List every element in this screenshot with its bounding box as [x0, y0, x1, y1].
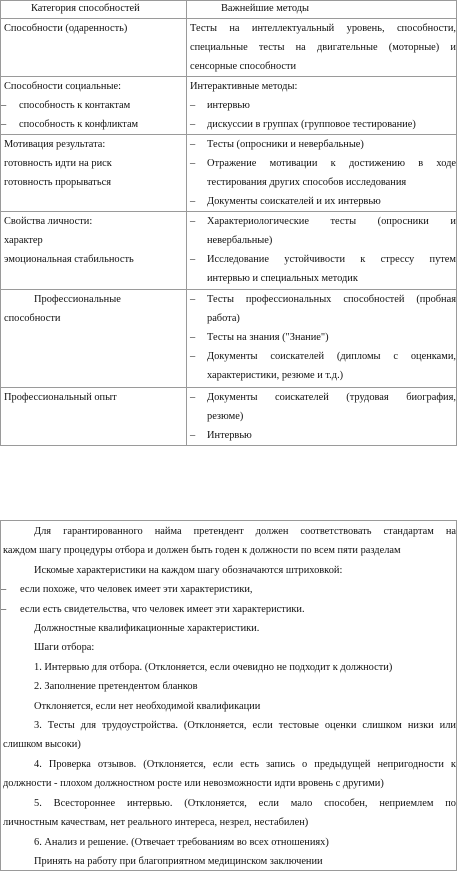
methods-item: – Тесты (опросники и невербальные): [190, 135, 456, 154]
methods-item: – Тесты профессиональных способностей (пробная: [190, 290, 456, 309]
category-cell: [1, 212, 187, 290]
step-item: 3. Тесты для трудоустройства. (Отклоняется, если тестовые оценки слишком низки или: [34, 720, 456, 732]
category-line: Профессиональные: [34, 294, 121, 305]
category-line: Профессиональный опыт: [4, 392, 117, 403]
methods-item: – Документы соискателей (дипломы с оценками,: [190, 347, 456, 366]
category-line: готовность прорываться: [4, 177, 111, 188]
methods-item: – дискуссии в группах (групповое тестирование): [190, 115, 456, 134]
category-line: Мотивация результата:: [4, 139, 106, 150]
paragraph: Искомые характеристики на каждом шагу обозначаются штриховкой:: [34, 564, 343, 576]
step-item-cont: должности - плохом должностном росте или невозможности идти вровень с другими): [3, 778, 384, 790]
category-cell: [1, 19, 187, 77]
methods-item: – Интервью: [190, 426, 456, 445]
category-line: характер: [4, 235, 43, 246]
step-item: 6. Анализ и решение. (Отвечает требованиям во всех отношениях): [34, 836, 329, 848]
step-item: 5. Всестороннее интервью. (Отклоняется, если мало способен, неприемлем по: [34, 797, 456, 809]
methods-item-cont: интервью и специальных методик: [207, 273, 358, 284]
category-line: Свойства личности:: [4, 216, 93, 227]
methods-item: – Исследование устойчивости к стрессу путем: [190, 250, 456, 269]
methods-item: – Характериологические тесты (опросники и: [190, 212, 456, 231]
methods-line: специальные тесты на двигательные (моторные) и: [190, 42, 456, 53]
methods-cell: [187, 135, 457, 212]
table-row: [1, 388, 457, 446]
methods-cell: [187, 19, 457, 77]
step-item: 2. Заполнение претендентом бланков: [34, 681, 198, 693]
header-category: Категория способностей: [1, 1, 187, 19]
methods-item: – Документы соискателей (трудовая биография,: [190, 388, 456, 407]
methods-item-cont: резюме): [207, 411, 244, 422]
step-item: Отклоняется, если нет необходимой квалификации: [34, 700, 261, 712]
methods-cell: [187, 290, 457, 388]
category-line: эмоциональная стабильность: [4, 254, 134, 265]
methods-item-cont: тестирования других способов исследования: [207, 177, 407, 188]
step-item-cont: слишком высоки): [3, 739, 81, 751]
category-item: – способность к конфликтам: [4, 115, 186, 134]
bullet-item: – если похоже, что человек имеет эти характеристики,: [1, 580, 456, 599]
category-line: способности: [4, 313, 61, 324]
methods-cell: [187, 212, 457, 290]
step-item-cont: личностным качествам, нет реального интереса, незрел, нестабилен): [3, 817, 309, 829]
step-item: 1. Интервью для отбора. (Отклоняется, если очевидно не подходит к должности): [34, 661, 393, 673]
methods-item: – Отражение мотивации к достижению в ходе: [190, 154, 456, 173]
methods-item-cont: невербальные): [207, 235, 273, 246]
category-item: – способность к контактам: [4, 96, 186, 115]
category-cell: [1, 388, 187, 446]
methods-item: – интервью: [190, 96, 456, 115]
paragraph: Должностные квалификационные характеристики.: [34, 623, 260, 635]
selection-steps-text-block: [0, 520, 457, 871]
methods-item-cont: работа): [207, 313, 240, 324]
table-row: [1, 135, 457, 212]
category-cell: [1, 77, 187, 135]
table-row: [1, 77, 457, 135]
methods-line: сенсорные способности: [190, 61, 297, 72]
methods-cell: [187, 388, 457, 446]
paragraph-line: Для гарантированного найма претендент должен соответствовать стандартам на: [34, 526, 456, 537]
methods-item-cont: характеристики, резюме и т.д.): [207, 370, 344, 381]
table-row: [1, 212, 457, 290]
bullet-item: – если есть свидетельства, что человек имеет эти характеристики.: [1, 600, 456, 619]
category-cell: [1, 290, 187, 388]
table-header-row: [1, 1, 457, 19]
header-methods: Важнейшие методы: [187, 1, 457, 19]
category-title: Способности социальные:: [4, 81, 121, 92]
methods-item: – Тесты на знания ("Знание"): [190, 328, 456, 347]
category-cell: [1, 135, 187, 212]
paragraph: Принять на работу при благоприятном медицинском заключении: [34, 855, 323, 867]
methods-title: Интерактивные методы:: [190, 81, 298, 92]
methods-item: – Документы соискателей и их интервью: [190, 192, 456, 211]
paragraph: Шаги отбора:: [34, 642, 95, 654]
category-line: готовность идти на риск: [4, 158, 112, 169]
paragraph-line: каждом шагу процедуры отбора и должен быть годен к должности по всем пяти разделам: [3, 545, 401, 557]
methods-cell: [187, 77, 457, 135]
step-item: 4. Проверка отзывов. (Отклоняется, если есть запись о предыдущей непригодности к: [34, 758, 456, 770]
table-row: [1, 19, 457, 77]
table-row: [1, 290, 457, 388]
methods-line: Тесты на интеллектуальный уровень, способности,: [190, 23, 456, 34]
category-text: Способности (одаренность): [4, 23, 128, 34]
